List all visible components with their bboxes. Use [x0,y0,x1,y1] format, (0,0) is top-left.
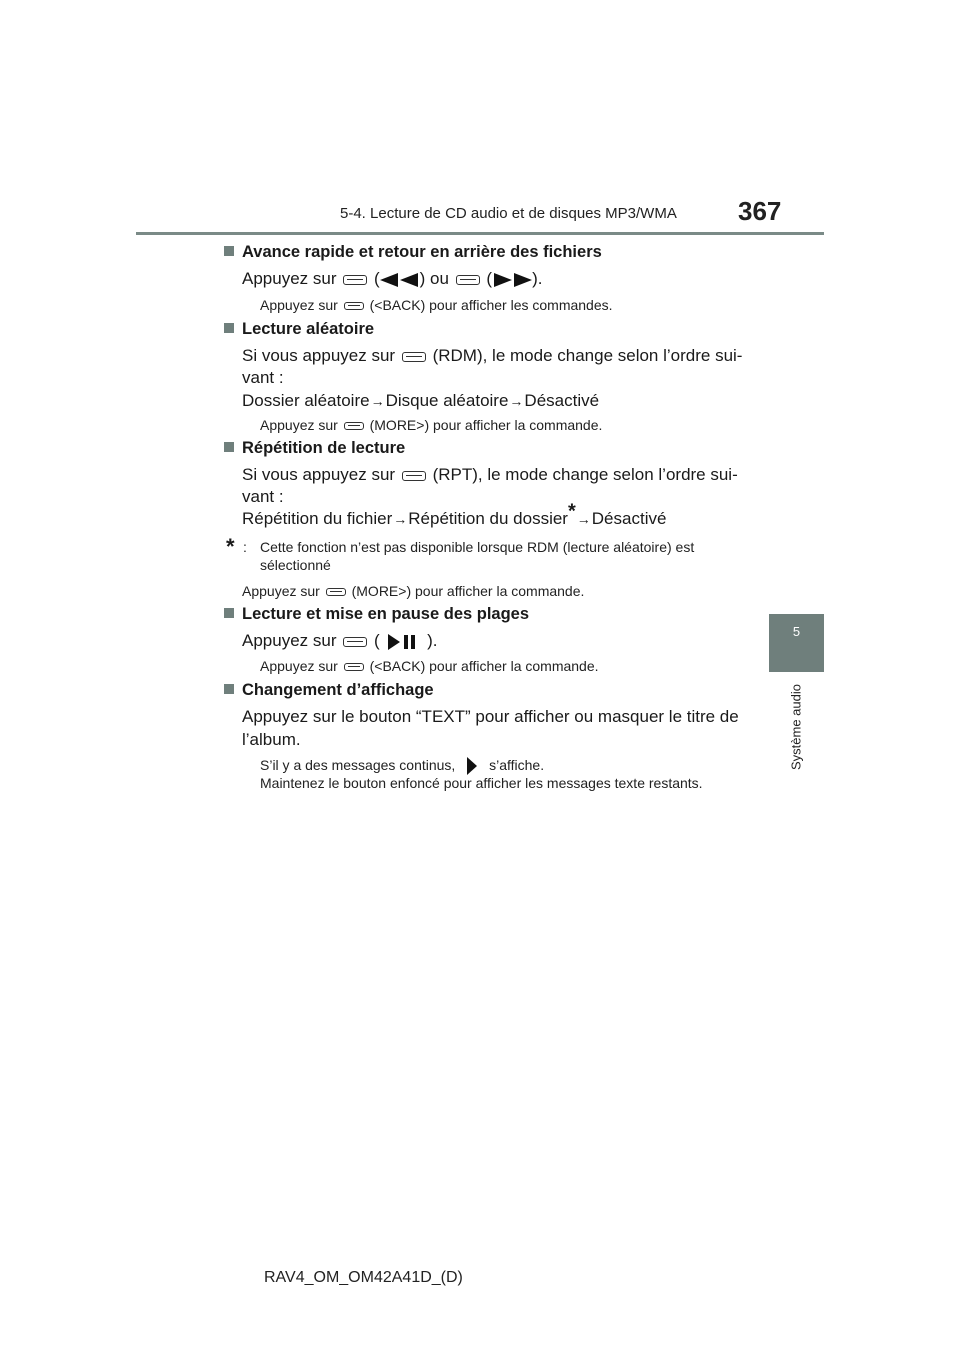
arrow-right-icon: → [509,393,524,409]
footer-code: RAV4_OM_OM42A41D_(D) [264,1269,463,1286]
footnote-text: Cette fonction n’est pas disponible lorsque RDM (lecture aléatoire) est [260,539,695,555]
section-heading: Avance rapide et retour en arrière des fichiers [224,243,602,262]
section-heading: Lecture aléatoire [224,320,374,339]
button-icon [402,471,426,481]
header-rule [136,232,824,235]
more-text-arrow-icon [465,757,479,775]
rewind-icon [380,273,420,287]
play-pause-icon [388,634,418,650]
body-line: Répétition du fichier→Répétition du dossier*→Désactivé [242,500,667,528]
bullet-square-icon [224,442,234,452]
body-line: vant : [242,368,284,387]
arrow-right-icon: → [393,511,408,527]
button-icon [343,637,367,647]
section-heading: Changement d’affichage [224,681,434,700]
note-line: Appuyez sur (<BACK) pour afficher les commandes. [260,297,613,313]
footnote-star: * [567,500,576,523]
body-line: l’album. [242,730,301,749]
note-line: Appuyez sur (MORE>) pour afficher la commande. [242,583,585,599]
button-icon [344,663,364,671]
section-heading: Lecture et mise en pause des plages [224,605,529,624]
button-icon [344,422,364,430]
section-heading: Répétition de lecture [224,439,405,458]
body-line: Appuyez sur ( ) ou ( ). [242,269,543,288]
bullet-square-icon [224,684,234,694]
note-line: Appuyez sur (<BACK) pour afficher la commande. [260,658,599,674]
bullet-square-icon [224,608,234,618]
side-tab [769,614,824,672]
body-line: Si vous appuyez sur (RPT), le mode change selon l’ordre sui- [242,465,738,484]
fast-forward-icon [492,273,532,287]
arrow-right-icon: → [370,393,385,409]
button-icon [456,275,480,285]
bullet-square-icon [224,246,234,256]
body-line: Dossier aléatoire→Disque aléatoire→Désactivé [242,391,600,410]
arrow-right-icon: → [576,511,591,527]
button-icon [343,275,367,285]
body-line: Si vous appuyez sur (RDM), le mode change selon l’ordre sui- [242,346,743,365]
body-line: Appuyez sur le bouton “TEXT” pour afficher ou masquer le titre de [242,707,739,726]
bullet-square-icon [224,323,234,333]
header-section-title: 5-4. Lecture de CD audio et de disques MP3/WMA [340,205,677,222]
body-line: vant : [242,487,284,506]
note-line: Maintenez le bouton enfoncé pour afficher les messages texte restants. [260,775,703,791]
note-line: Appuyez sur (MORE>) pour afficher la commande. [260,417,603,433]
note-line: S’il y a des messages continus, s’affiche. [260,756,544,775]
button-icon [326,588,346,596]
side-tab-label: Système audio [788,684,804,770]
button-icon [402,352,426,362]
page-number: 367 [738,196,782,226]
footnote-text: sélectionné [260,557,331,573]
body-line: Appuyez sur ( ). [242,631,438,650]
footnote-mark: * [226,534,235,559]
footnote-colon: : [243,539,247,555]
side-tab-number: 5 [792,624,801,639]
button-icon [344,302,364,310]
